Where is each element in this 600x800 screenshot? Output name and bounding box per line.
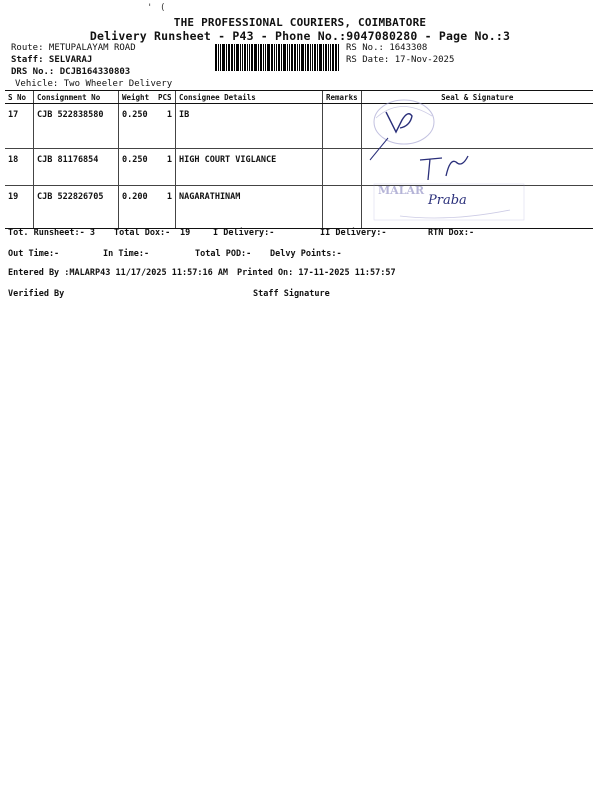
signature-tn: TN — [422, 172, 424, 173]
scan-mark: ' — [147, 3, 153, 13]
rtn-dox: RTN Dox:- — [428, 228, 475, 238]
cell-pcs: 1 — [155, 104, 176, 149]
cell-weight: 0.200 — [119, 186, 156, 229]
col-weight: Weight — [119, 91, 156, 104]
vehicle-text: Vehicle: Two Wheeler Delivery — [15, 79, 173, 89]
total-dox-value: 19 — [180, 228, 191, 238]
cell-consignee: HIGH COURT VIGLANCE — [176, 149, 323, 186]
runsheet-title: Delivery Runsheet - P43 - Phone No.:9047080280 - Page No.:3 — [89, 29, 511, 43]
rs-date-text: RS Date: 17-Nov-2025 — [346, 55, 455, 65]
cell-weight: 0.250 — [119, 104, 156, 149]
cell-pcs: 1 — [155, 186, 176, 229]
cell-consignee: NAGARATHINAM — [176, 186, 323, 229]
in-time: In Time:- — [103, 249, 150, 259]
rs-no-text: RS No.: 1643308 — [346, 43, 428, 53]
signature-praba: Praba — [428, 193, 467, 208]
drs-text: DRS No.: DCJB164330803 — [11, 67, 131, 77]
cell-consignee: IB — [176, 104, 323, 149]
col-signature: Seal & Signature — [361, 91, 593, 104]
out-time: Out Time:- — [8, 249, 60, 259]
staff-text: Staff: SELVARAJ — [11, 55, 93, 65]
totals-row — [8, 228, 593, 240]
header-left — [11, 42, 172, 90]
total-dox-label: Total Dox:- — [114, 228, 171, 238]
col-sno: S No — [5, 91, 34, 104]
cell-sno: 18 — [5, 149, 34, 186]
scan-mark: ( — [160, 3, 166, 13]
tot-runsheet: Tot. Runsheet:- 3 — [8, 228, 95, 238]
ii-delivery: II Delivery:- — [320, 228, 387, 238]
cell-sno: 17 — [5, 104, 34, 149]
col-consignment: Consignment No — [34, 91, 119, 104]
entered-by: Entered By :MALARP43 11/17/2025 11:57:16 AM — [8, 268, 229, 278]
company-title: THE PROFESSIONAL COURIERS, COIMBATORE — [173, 16, 427, 29]
printed-on: Printed On: 17-11-2025 11:57:57 — [237, 268, 396, 278]
route-text: Route: METUPALAYAM ROAD — [11, 43, 136, 53]
staff-signature: Staff Signature — [253, 289, 330, 299]
cell-consignment: CJB 522826705 — [34, 186, 119, 229]
barcode — [215, 44, 340, 71]
verified-by: Verified By — [8, 289, 65, 299]
cell-sno: 19 — [5, 186, 34, 229]
cell-consignment: CJB 81176854 — [34, 149, 119, 186]
cell-remarks — [323, 186, 362, 229]
header-right — [346, 42, 454, 66]
cell-remarks — [323, 104, 362, 149]
times-row — [8, 249, 593, 261]
delvy-points: Delvy Points:- — [270, 249, 342, 259]
cell-weight: 0.250 — [119, 149, 156, 186]
i-delivery: I Delivery:- — [213, 228, 275, 238]
cell-remarks — [323, 149, 362, 186]
signature-stamp-image — [360, 98, 540, 228]
total-pod: Total POD:- — [195, 249, 252, 259]
col-consignee: Consignee Details — [176, 91, 323, 104]
cell-consignment: CJB 522838580 — [34, 104, 119, 149]
col-remarks: Remarks — [323, 91, 362, 104]
cell-pcs: 1 — [155, 149, 176, 186]
stamp-text: MALAR — [378, 184, 425, 197]
col-pcs: PCS — [155, 91, 176, 104]
